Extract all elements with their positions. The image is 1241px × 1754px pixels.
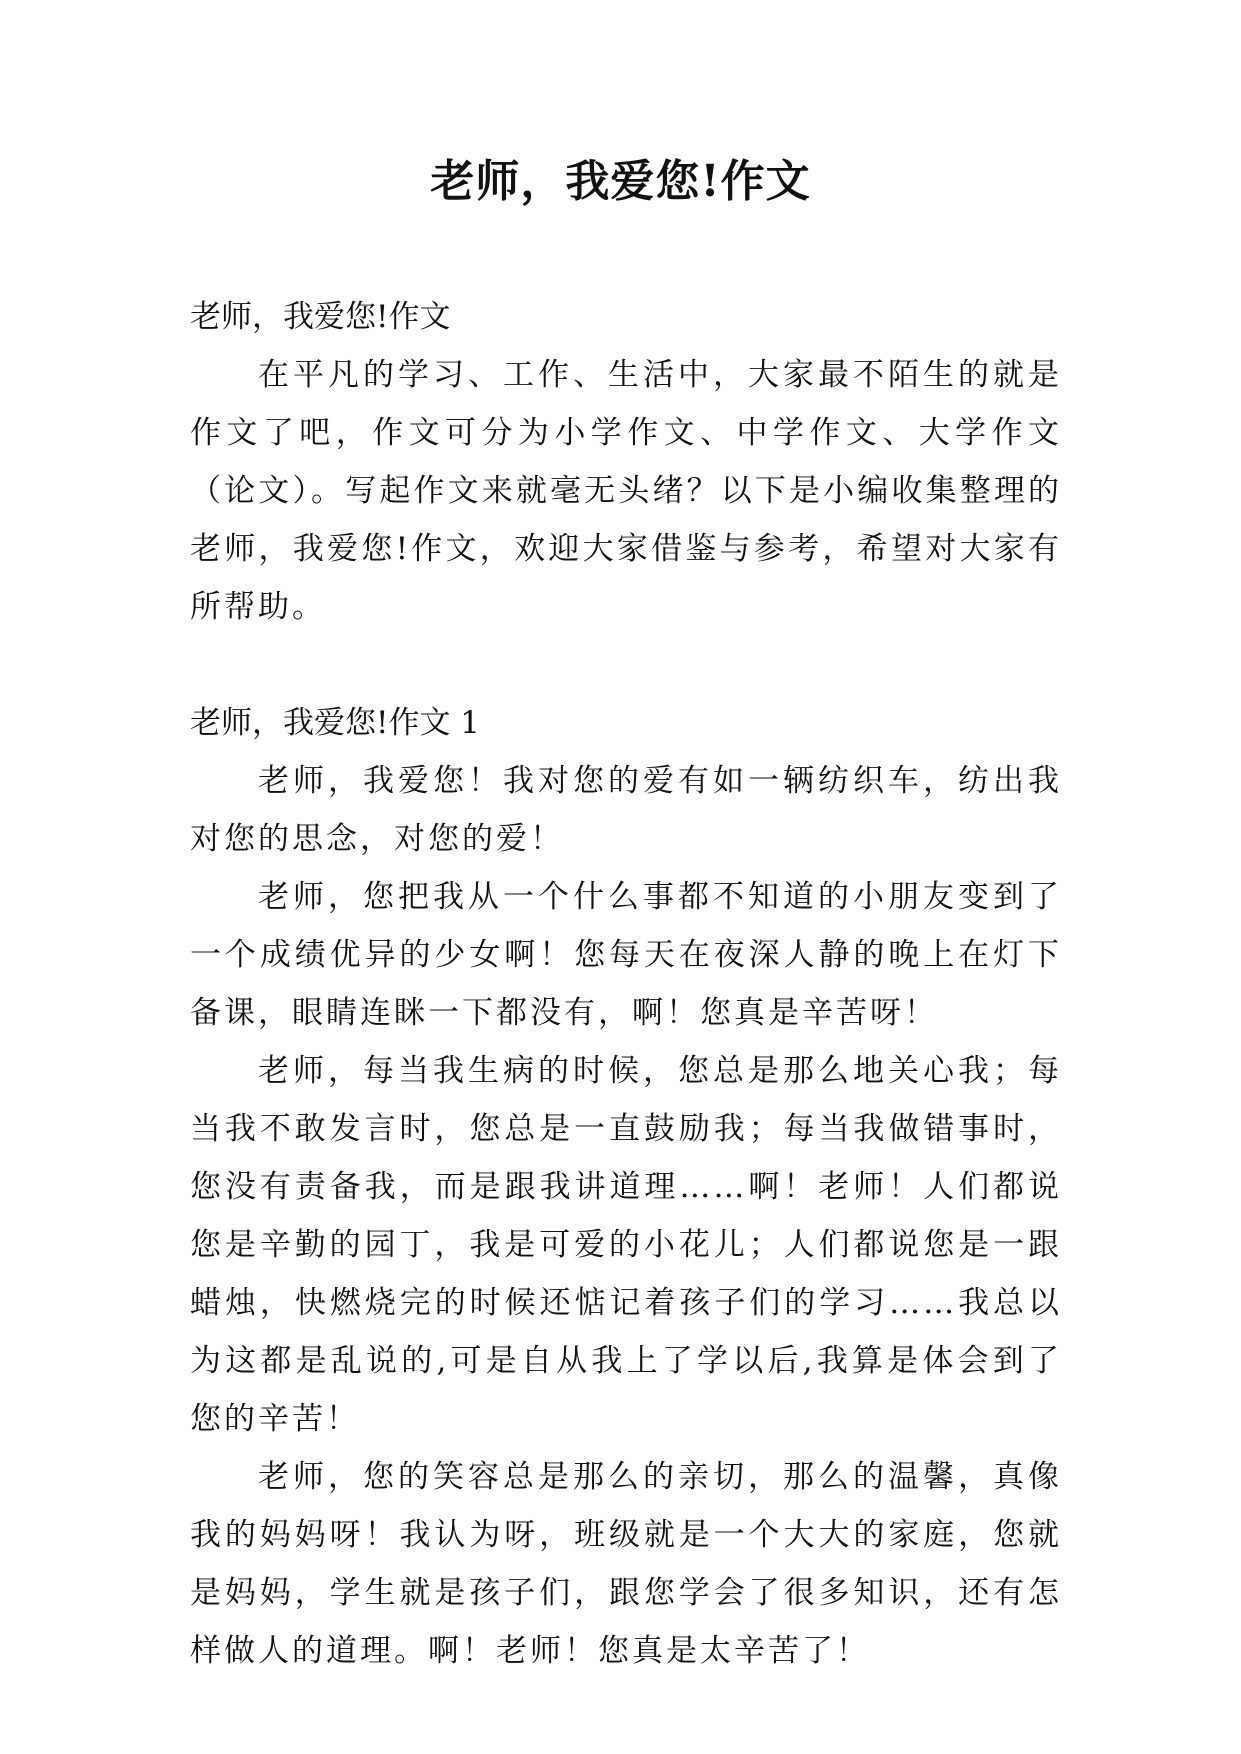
section1-paragraph-2: 老师，您把我从一个什么事都不知道的小朋友变到了一个成绩优异的少女啊！您每天在夜深人静的晚上在灯下备课，眼睛连眯一下都没有，啊！您真是辛苦呀！ — [190, 879, 1062, 1031]
intro-paragraph: 在平凡的学习、工作、生活中，大家最不陌生的就是作文了吧，作文可分为小学作文、中学作文、大学作文（论文）。写起作文来就毫无头绪？以下是小编收集整理的老师，我爱您!作文，欢迎大家借鉴与参考，希望对大家有所帮助。 — [190, 357, 1062, 625]
intro-heading: 老师，我爱您!作文 — [190, 299, 451, 335]
section1-heading: 老师，我爱您!作文 1 — [190, 705, 481, 741]
document-title: 老师，我爱您!作文 — [430, 156, 811, 207]
section1-paragraph-1: 老师，我爱您！我对您的爱有如一辆纺织车，纺出我对您的思念，对您的爱！ — [190, 763, 1062, 857]
section1-paragraph-4: 老师，您的笑容总是那么的亲切，那么的温馨，真像我的妈妈呀！我认为呀，班级就是一个大大的家庭，您就是妈妈，学生就是孩子们，跟您学会了很多知识，还有怎样做人的道理。啊！老师！您真是太辛苦了！ — [190, 1459, 1062, 1669]
section-spacer — [190, 636, 1062, 694]
document-body — [190, 288, 1062, 1680]
section1-paragraph-3: 老师，每当我生病的时候，您总是那么地关心我；每当我不敢发言时，您总是一直鼓励我；每当我做错事时，您没有责备我，而是跟我讲道理……啊！老师！人们都说您是辛勤的园丁，我是可爱的小花儿；人们都说您是一跟蜡烛，快燃烧完的时候还惦记着孩子们的学习……我总以为这都是乱说的,可是自从我上了学以后,我算是体会到了您的辛苦！ — [190, 1053, 1062, 1437]
